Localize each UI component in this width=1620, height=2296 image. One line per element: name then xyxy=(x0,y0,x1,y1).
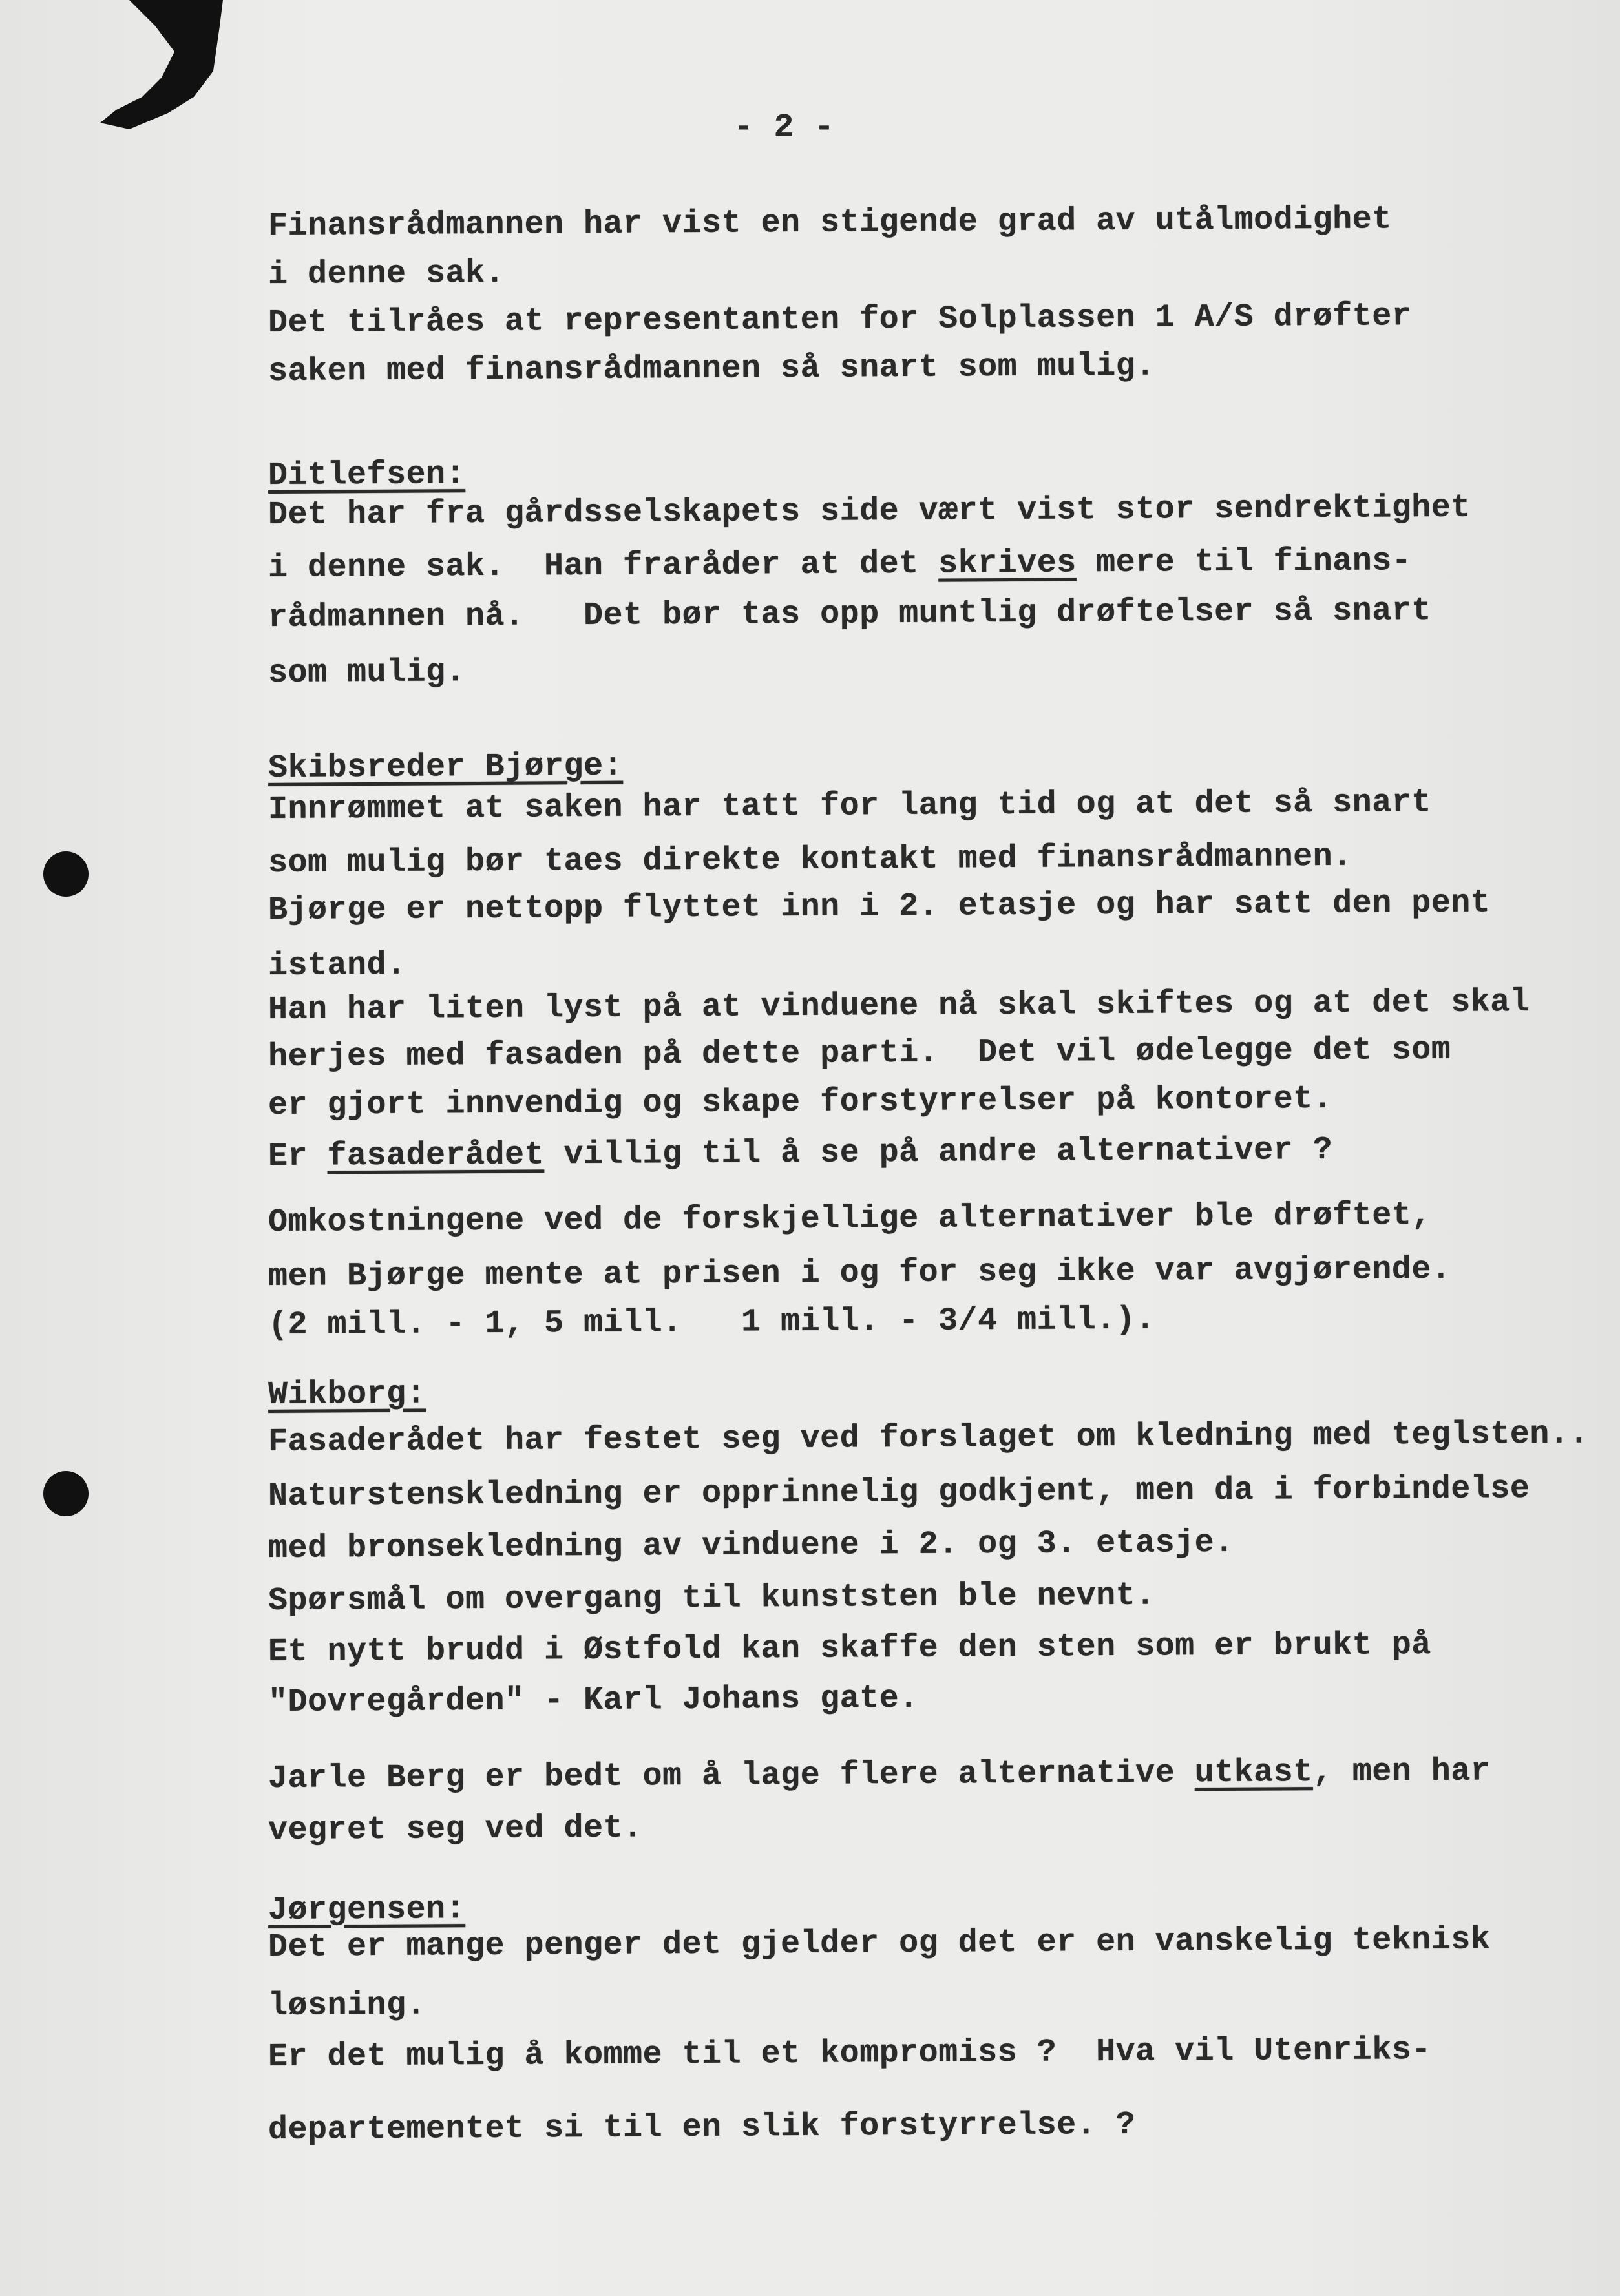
text-line xyxy=(268,1196,1431,1242)
text-line xyxy=(268,2106,1136,2150)
text-line xyxy=(268,1080,1333,1125)
punch-hole-top xyxy=(43,851,89,897)
text-line xyxy=(268,946,406,986)
text-segment: saken med finansrådmannen så snart som mulig. xyxy=(268,348,1155,390)
text-line xyxy=(268,489,1471,535)
text-line xyxy=(268,1809,643,1850)
text-segment: Han har liten lyst på at vinduene nå skal skiftes og at det skal xyxy=(268,984,1530,1028)
text-line xyxy=(268,784,1431,830)
text-line xyxy=(268,1921,1491,1967)
text-segment: vegret seg ved det. xyxy=(268,1810,643,1849)
text-line xyxy=(268,838,1352,883)
text-line xyxy=(268,2031,1431,2077)
speaker-heading xyxy=(268,1890,465,1930)
underlined-text: fasaderådet xyxy=(327,1136,545,1175)
page-number: - 2 - xyxy=(733,109,835,147)
text-segment: Et nytt brudd i Østfold kan skaffe den sten som er brukt på xyxy=(268,1627,1431,1671)
text-segment: "Dovregården" - Karl Johans gate. xyxy=(268,1680,919,1721)
underlined-text: utkast xyxy=(1194,1754,1313,1792)
text-line xyxy=(268,1987,426,2026)
text-line xyxy=(268,200,1392,246)
text-segment: (2 mill. - 1, 5 mill. 1 mill. - 3/4 mill.). xyxy=(268,1301,1155,1344)
text-line xyxy=(268,1031,1451,1077)
text-segment: løsning. xyxy=(268,1987,426,2025)
text-segment: Det er mange penger det gjelder og det er en vanskelig teknisk xyxy=(268,1921,1491,1966)
text-segment: i denne sak. xyxy=(268,255,505,293)
text-segment: Innrømmet at saken har tatt for lang tid og at det så snart xyxy=(268,784,1431,828)
text-line xyxy=(268,1626,1431,1672)
text-segment: istand. xyxy=(268,946,406,985)
text-line xyxy=(268,1524,1234,1569)
text-line xyxy=(268,297,1412,343)
text-segment: som mulig. xyxy=(268,654,466,692)
text-line xyxy=(268,592,1431,638)
underlined-text: skrives xyxy=(938,545,1077,583)
text-line xyxy=(268,1470,1530,1516)
text-segment: Er xyxy=(268,1138,328,1175)
text-line xyxy=(268,1752,1491,1799)
text-segment: Jarle Berg er bedt om å lage flere alternative xyxy=(268,1755,1195,1797)
text-segment: men Bjørge mente at prisen i og for seg ikke var avgjørende. xyxy=(268,1251,1451,1295)
underlined-text: Skibsreder Bjørge: xyxy=(268,747,624,787)
text-line xyxy=(268,255,505,295)
text-segment: Det har fra gårdsselskapets side vært vist stor sendrektighet xyxy=(268,489,1471,534)
speaker-heading xyxy=(268,1375,426,1415)
speaker-heading xyxy=(268,747,623,788)
text-line xyxy=(268,1577,1155,1621)
text-segment: herjes med fasaden på dette parti. Det vil ødelegge det som xyxy=(268,1031,1451,1076)
text-segment: , men har xyxy=(1312,1753,1491,1791)
text-segment: departementet si til en slik forstyrrelse. ? xyxy=(268,2106,1136,2149)
text-segment: villig til å se på andre alternativer ? xyxy=(543,1131,1333,1174)
text-segment: med bronsekledning av vinduene i 2. og 3. etasje. xyxy=(268,1524,1234,1567)
text-line xyxy=(268,1131,1333,1176)
text-line xyxy=(268,884,1491,930)
text-segment: som mulig bør taes direkte kontakt med finansrådmannen. xyxy=(268,838,1352,882)
text-segment: Det tilråes at representanten for Solplassen 1 A/S drøfter xyxy=(268,298,1412,342)
speaker-heading xyxy=(268,455,465,496)
text-segment: Omkostningene ved de forskjellige alternativer ble drøftet, xyxy=(268,1197,1431,1241)
text-line xyxy=(268,1415,1589,1462)
underlined-text: Jørgensen: xyxy=(268,1891,466,1929)
text-segment: Fasaderådet har festet seg ved forslaget om kledning med teglsten.. xyxy=(268,1415,1589,1461)
text-segment: er gjort innvendig og skape forstyrrelser på kontoret. xyxy=(268,1080,1333,1124)
text-line xyxy=(268,983,1530,1030)
text-line xyxy=(268,1251,1451,1297)
text-segment: Naturstenskledning er opprinnelig godkjent, men da i forbindelse xyxy=(268,1470,1530,1515)
text-segment: Spørsmål om overgang til kunststen ble nevnt. xyxy=(268,1577,1155,1620)
text-segment: Finansrådmannen har vist en stigende grad av utålmodighet xyxy=(268,201,1392,245)
underlined-text: Wikborg: xyxy=(268,1375,426,1414)
text-line xyxy=(268,1301,1155,1345)
underlined-text: Ditlefsen: xyxy=(268,456,466,494)
punch-hole-bottom xyxy=(43,1471,89,1516)
text-segment: Er det mulig å komme til et kompromiss ? Hva vil Utenriks- xyxy=(268,2032,1431,2076)
text-line xyxy=(268,1680,919,1722)
text-line xyxy=(268,542,1412,588)
text-segment: Bjørge er nettopp flyttet inn i 2. etasje og har satt den pent xyxy=(268,884,1491,929)
text-segment: mere til finans- xyxy=(1076,543,1412,582)
text-segment: i denne sak. Han fraråder at det xyxy=(268,545,939,587)
ink-blot-mark xyxy=(90,0,246,136)
text-line xyxy=(268,348,1155,391)
text-segment: rådmannen nå. Det bør tas opp muntlig drøftelser så snart xyxy=(268,592,1431,636)
text-line xyxy=(268,653,465,693)
